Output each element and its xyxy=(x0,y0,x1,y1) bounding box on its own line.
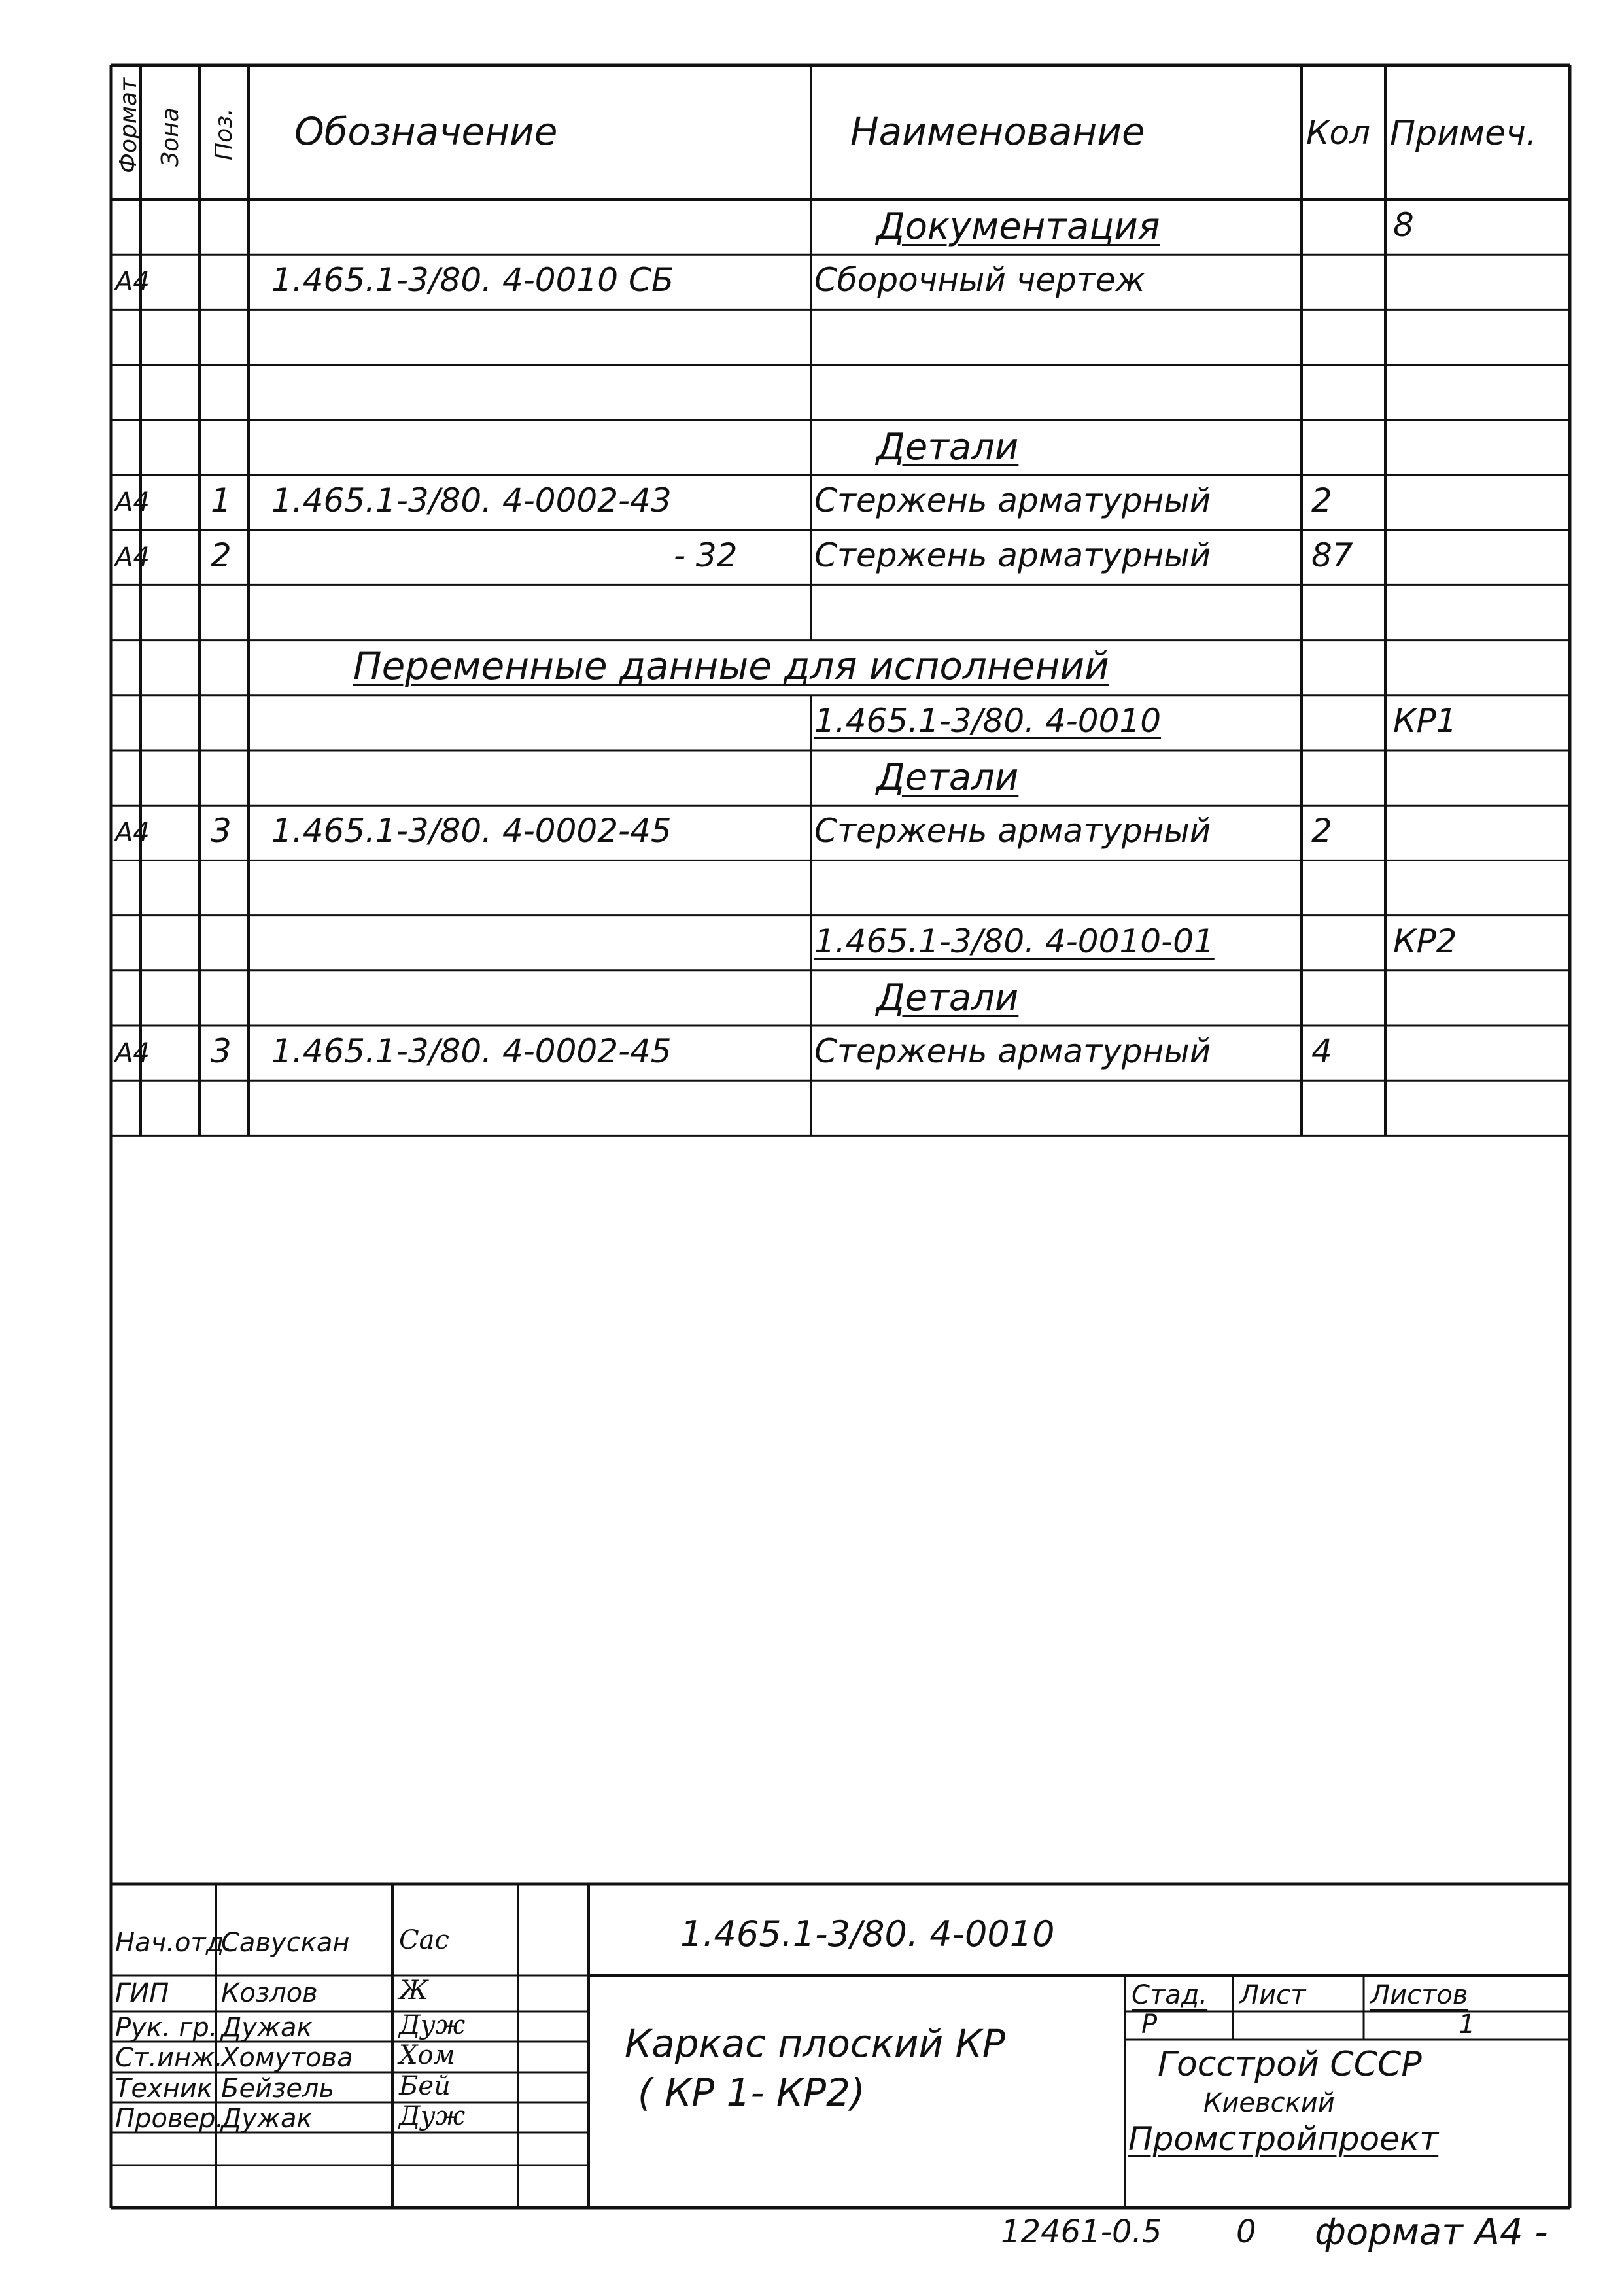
row-format: А4 xyxy=(115,487,150,517)
row-format: А4 xyxy=(115,267,150,298)
row-qty: 87 xyxy=(1311,536,1353,575)
org-line1: Госстрой СССР xyxy=(1158,2045,1422,2084)
role-label: Ст.инж. xyxy=(115,2043,223,2073)
role-label: Провер. xyxy=(115,2104,224,2134)
row-designation: 1.465.1-3/80. 4-0002-45 xyxy=(271,812,672,850)
row-format: А4 xyxy=(115,818,150,848)
role-label: Техник xyxy=(115,2074,213,2104)
header-note: Примеч. xyxy=(1390,114,1537,153)
footer-zero: 0 xyxy=(1236,2214,1256,2250)
row-name: Сборочный чертеж xyxy=(814,261,1145,300)
sheets-value: 1 xyxy=(1459,2009,1476,2040)
header-format: Формат xyxy=(115,77,142,173)
org-line2: Киевский xyxy=(1203,2088,1335,2118)
row-qty: 2 xyxy=(1311,481,1332,519)
doc-name-line2: ( КР 1- КР2) xyxy=(638,2070,865,2115)
row-designation: 1.465.1-3/80. 4-0002-45 xyxy=(271,1032,672,1070)
section-title: 1.465.1-3/80. 4-0010-01 xyxy=(814,922,1215,960)
row-note: КР1 xyxy=(1393,701,1457,740)
section-title: Детали xyxy=(876,425,1019,468)
row-pos: 2 xyxy=(211,536,232,575)
doc-code: 1.465.1-3/80. 4-0010 xyxy=(680,1913,1055,1955)
stage-value: Р xyxy=(1141,2009,1158,2040)
role-person: Хомутова xyxy=(221,2043,353,2073)
row-format: А4 xyxy=(115,542,150,573)
row-format: А4 xyxy=(115,1038,150,1068)
row-designation: - 32 xyxy=(674,536,738,575)
section-title: Документация xyxy=(876,205,1160,248)
role-person: Дужак xyxy=(221,2013,313,2043)
signature-mark: Ж xyxy=(399,1975,428,2006)
header-designation: Обозначение xyxy=(294,109,558,154)
row-name: Стержень арматурный xyxy=(814,536,1211,575)
header-zone: Зона xyxy=(157,107,184,167)
row-pos: 1 xyxy=(211,481,232,519)
signature-mark: Бей xyxy=(399,2071,451,2101)
sheet-label: Лист xyxy=(1239,1980,1306,2010)
signature-mark: Дуж xyxy=(399,2010,466,2040)
role-label: Нач.отд. xyxy=(115,1928,233,1958)
role-person: Бейзель xyxy=(221,2074,335,2104)
row-qty: 2 xyxy=(1311,812,1332,850)
header-pos: Поз. xyxy=(211,108,237,160)
row-name: Стержень арматурный xyxy=(814,1032,1211,1070)
section-title: Детали xyxy=(876,756,1019,799)
signature-mark: Сас xyxy=(399,1925,449,1955)
stage-label: Стад. xyxy=(1132,1980,1208,2010)
row-qty: 4 xyxy=(1311,1032,1332,1070)
signature-mark: Дуж xyxy=(399,2101,466,2131)
section-title: 1.465.1-3/80. 4-0010 xyxy=(814,701,1162,740)
row-name: Стержень арматурный xyxy=(814,812,1211,850)
role-person: Савускан xyxy=(221,1928,350,1958)
variable-data-title: Переменные данные для исполнений xyxy=(353,643,1109,688)
header-qty: Кол xyxy=(1306,114,1371,152)
footer-format: формат А4 - xyxy=(1315,2211,1548,2253)
row-note: 8 xyxy=(1393,206,1414,244)
row-designation: 1.465.1-3/80. 4-0010 СБ xyxy=(271,261,674,300)
role-person: Дужак xyxy=(221,2104,313,2134)
row-pos: 3 xyxy=(211,1032,232,1070)
role-label: ГИП xyxy=(115,1978,169,2008)
row-pos: 3 xyxy=(211,812,232,850)
role-label: Рук. гр. xyxy=(115,2013,218,2043)
role-person: Козлов xyxy=(221,1978,318,2008)
row-name: Стержень арматурный xyxy=(814,481,1211,519)
signature-mark: Хом xyxy=(399,2040,455,2070)
row-designation: 1.465.1-3/80. 4-0002-43 xyxy=(271,481,672,519)
footer-ref: 12461-0.5 xyxy=(1001,2214,1162,2250)
header-name: Наименование xyxy=(850,109,1145,154)
section-title: Детали xyxy=(876,976,1019,1019)
org-line3: Промстройпроект xyxy=(1128,2120,1439,2158)
sheets-label: Листов xyxy=(1370,1980,1468,2010)
row-note: КР2 xyxy=(1393,922,1457,960)
doc-name-line1: Каркас плоский КР xyxy=(625,2021,1005,2066)
